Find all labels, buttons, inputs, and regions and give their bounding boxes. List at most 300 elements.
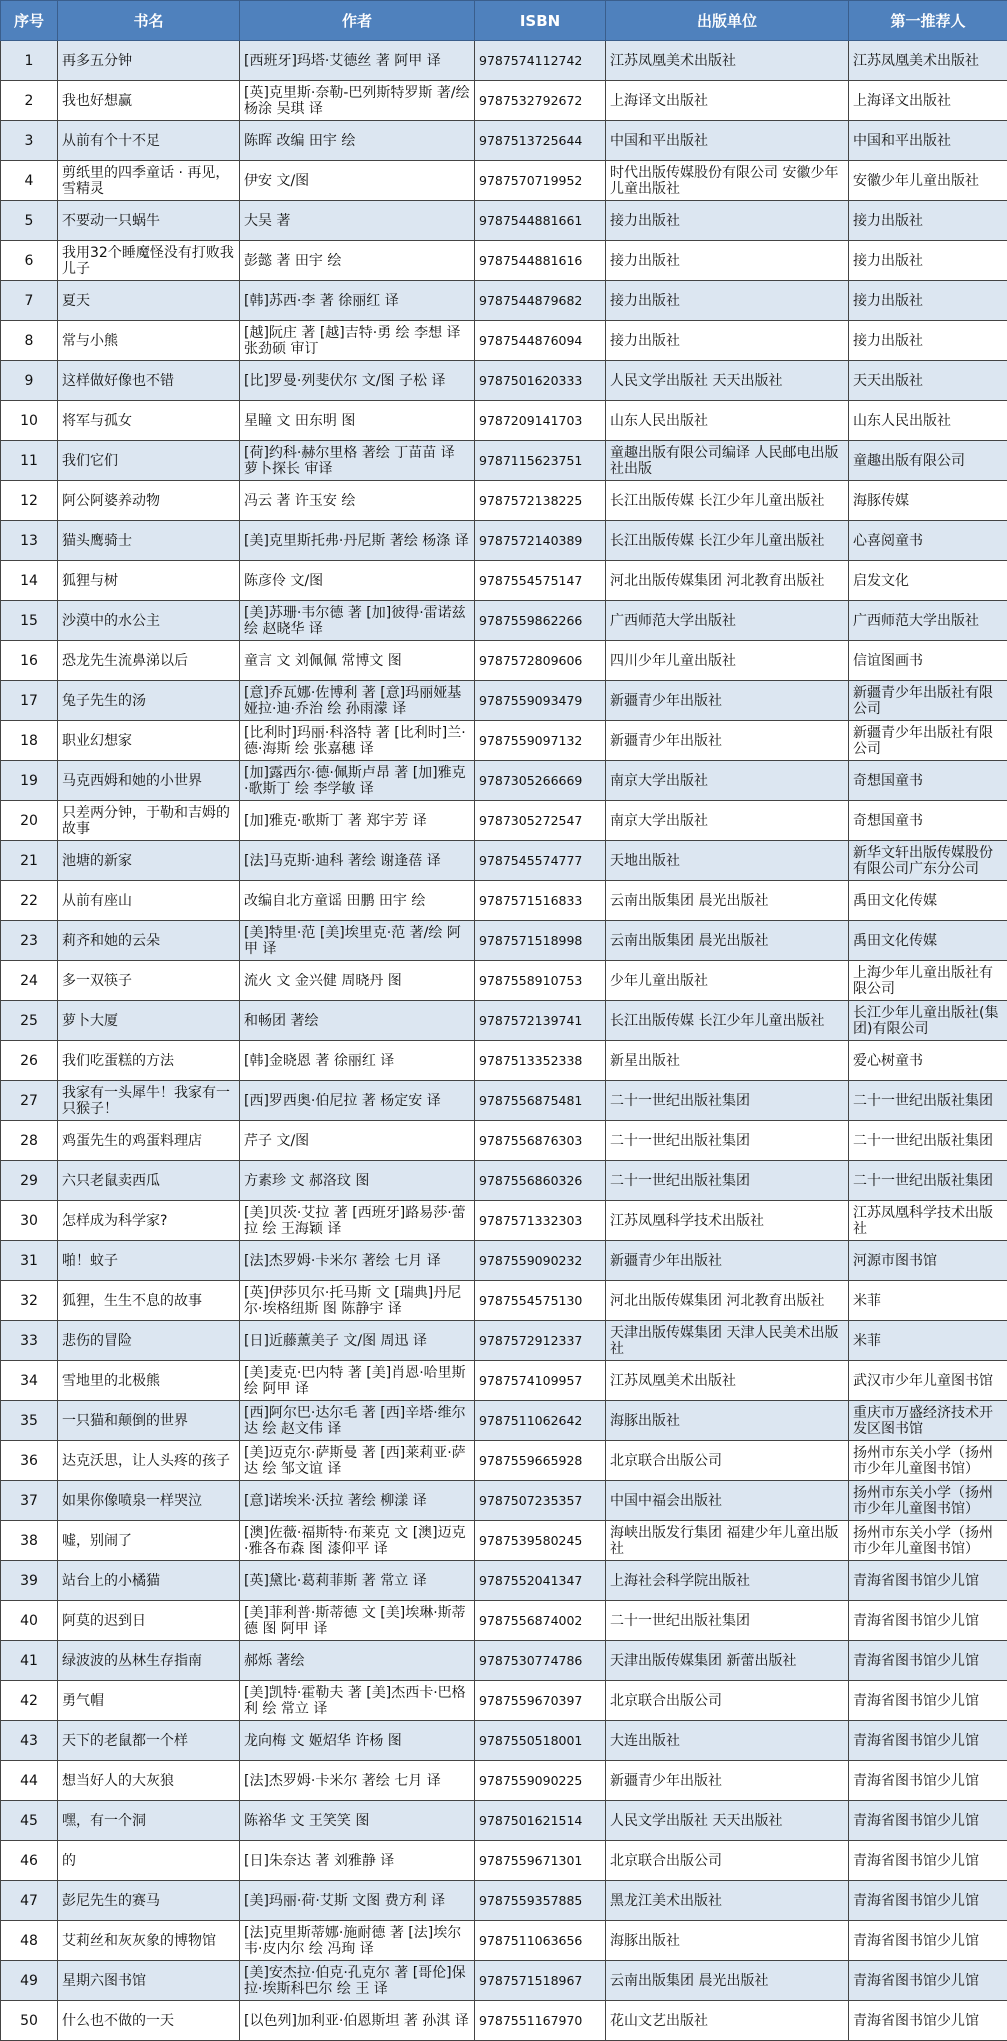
cell-title	[58, 481, 240, 521]
cell-isbn	[475, 1721, 606, 1761]
cell-index	[1, 521, 58, 561]
cell-isbn-text: 9787507235357	[479, 1492, 583, 1508]
cell-index	[1, 1441, 58, 1481]
cell-author	[240, 281, 475, 321]
cell-publisher-text: 二十一世纪出版社集团	[610, 1092, 750, 1109]
cell-isbn-text: 9787511062642	[479, 1412, 583, 1428]
cell-index-text: 32	[20, 1292, 38, 1309]
cell-title	[58, 1881, 240, 1921]
cell-isbn-text: 9787556875481	[479, 1092, 583, 1108]
cell-isbn-text: 9787556874002	[479, 1612, 583, 1628]
cell-publisher	[606, 1241, 849, 1281]
cell-recommender	[849, 81, 1007, 121]
cell-index	[1, 681, 58, 721]
cell-publisher-text: 时代出版传媒股份有限公司 安徽少年儿童出版社	[610, 164, 839, 197]
cell-author	[240, 121, 475, 161]
cell-title	[58, 2001, 240, 2041]
cell-recommender-text: 奇想国童书	[853, 812, 923, 829]
cell-index-text: 5	[24, 212, 34, 229]
cell-isbn-text: 9787513352338	[479, 1052, 583, 1068]
cell-isbn	[475, 1441, 606, 1481]
cell-title	[58, 1681, 240, 1721]
cell-isbn-text: 9787544881661	[479, 212, 583, 228]
cell-title-text: 星期六图书馆	[62, 1972, 146, 1989]
cell-publisher-text: 南京大学出版社	[610, 812, 708, 829]
cell-publisher	[606, 601, 849, 641]
cell-index-text: 25	[20, 1012, 38, 1029]
cell-publisher-text: 二十一世纪出版社集团	[610, 1612, 750, 1629]
cell-recommender	[849, 1721, 1007, 1761]
cell-recommender	[849, 1041, 1007, 1081]
cell-index-text: 27	[20, 1092, 38, 1109]
table-row	[1, 601, 1007, 641]
cell-author	[240, 161, 475, 201]
cell-title	[58, 1961, 240, 2001]
cell-author-text: [韩]金晓恩 著 徐丽红 译	[244, 1052, 395, 1069]
cell-index	[1, 1561, 58, 1601]
cell-author	[240, 361, 475, 401]
cell-publisher-text: 云南出版集团 晨光出版社	[610, 892, 769, 909]
table-row	[1, 1921, 1007, 1961]
table-row	[1, 1721, 1007, 1761]
cell-isbn	[475, 681, 606, 721]
table-row	[1, 881, 1007, 921]
cell-title	[58, 1401, 240, 1441]
cell-author	[240, 2001, 475, 2041]
cell-index	[1, 1641, 58, 1681]
cell-index	[1, 1881, 58, 1921]
cell-recommender	[849, 361, 1007, 401]
cell-author-text: [美]玛丽·荷·艾斯 文图 费方利 译	[244, 1892, 446, 1909]
cell-publisher	[606, 1001, 849, 1041]
cell-recommender-text: 江苏凤凰科学技术出版社	[853, 1204, 993, 1237]
cell-author	[240, 241, 475, 281]
cell-isbn	[475, 1281, 606, 1321]
cell-isbn-text: 9787552041347	[479, 1572, 583, 1588]
cell-author-text: [英]伊莎贝尔·托马斯 文 [瑞典]丹尼尔·埃格纽斯 图 陈静宇 译	[244, 1284, 462, 1317]
cell-index	[1, 161, 58, 201]
cell-index	[1, 1281, 58, 1321]
cell-recommender	[849, 1681, 1007, 1721]
cell-publisher	[606, 1641, 849, 1681]
table-row	[1, 1321, 1007, 1361]
cell-isbn	[475, 1041, 606, 1081]
cell-author	[240, 1441, 475, 1481]
cell-index-text: 18	[20, 732, 38, 749]
cell-publisher	[606, 801, 849, 841]
cell-title-text: 悲伤的冒险	[62, 1332, 132, 1349]
cell-author-text: 郝烁 著绘	[244, 1652, 305, 1669]
cell-publisher	[606, 521, 849, 561]
cell-publisher-text: 上海社会科学院出版社	[610, 1572, 750, 1589]
cell-recommender-text: 接力出版社	[853, 212, 923, 229]
cell-recommender	[849, 961, 1007, 1001]
cell-index	[1, 1041, 58, 1081]
table-row	[1, 1081, 1007, 1121]
cell-isbn-text: 9787559090232	[479, 1252, 583, 1268]
cell-author	[240, 1041, 475, 1081]
cell-author	[240, 1001, 475, 1041]
cell-publisher-text: 河北出版传媒集团 河北教育出版社	[610, 572, 825, 589]
cell-title-text: 猫头鹰骑士	[62, 532, 132, 549]
cell-index	[1, 1721, 58, 1761]
cell-recommender-text: 扬州市东关小学（扬州市少年儿童图书馆）	[853, 1524, 993, 1557]
cell-recommender-text: 新疆青少年出版社有限公司	[853, 684, 993, 717]
table-row	[1, 1561, 1007, 1601]
cell-publisher-text: 北京联合出版公司	[610, 1692, 722, 1709]
cell-index	[1, 561, 58, 601]
cell-title-text: 站台上的小橘猫	[62, 1572, 160, 1589]
cell-isbn	[475, 1161, 606, 1201]
cell-publisher	[606, 1721, 849, 1761]
cell-publisher-text: 中国中福会出版社	[610, 1492, 722, 1509]
cell-title-text: 我也好想赢	[62, 92, 132, 109]
table-row	[1, 41, 1007, 81]
cell-publisher-text: 新疆青少年出版社	[610, 1252, 722, 1269]
cell-title	[58, 41, 240, 81]
cell-recommender	[849, 801, 1007, 841]
table-row	[1, 1361, 1007, 1401]
cell-index-text: 24	[20, 972, 38, 989]
cell-publisher	[606, 1401, 849, 1441]
cell-author-text: 芹子 文/图	[244, 1132, 310, 1149]
cell-title-text: 剪纸里的四季童话 · 再见，雪精灵	[62, 164, 230, 197]
cell-isbn-text: 9787559670397	[479, 1692, 583, 1708]
cell-recommender-text: 中国和平出版社	[853, 132, 951, 149]
cell-index-text: 29	[20, 1172, 38, 1189]
cell-index	[1, 41, 58, 81]
cell-author	[240, 441, 475, 481]
cell-publisher-text: 河北出版传媒集团 河北教育出版社	[610, 1292, 825, 1309]
table-row	[1, 1641, 1007, 1681]
cell-author-text: [美]克里斯托弗·丹尼斯 著绘 杨涤 译	[244, 532, 469, 549]
cell-title	[58, 1041, 240, 1081]
cell-index	[1, 241, 58, 281]
cell-title-text: 一只猫和颠倒的世界	[62, 1412, 188, 1429]
cell-recommender-text: 长江少年儿童出版社(集团)有限公司	[853, 1004, 999, 1037]
cell-publisher-text: 北京联合出版公司	[610, 1452, 722, 1469]
cell-author	[240, 841, 475, 881]
cell-recommender	[849, 241, 1007, 281]
cell-author	[240, 601, 475, 641]
cell-title	[58, 521, 240, 561]
table-row	[1, 441, 1007, 481]
table-row	[1, 201, 1007, 241]
cell-title	[58, 201, 240, 241]
cell-index-text: 47	[20, 1892, 38, 1909]
cell-index	[1, 1361, 58, 1401]
table-row	[1, 561, 1007, 601]
cell-title-text: 鸡蛋先生的鸡蛋料理店	[62, 1132, 202, 1149]
cell-author	[240, 41, 475, 81]
cell-title	[58, 601, 240, 641]
cell-title-text: 的	[62, 1852, 76, 1869]
cell-author	[240, 1681, 475, 1721]
cell-publisher	[606, 161, 849, 201]
cell-author-text: [美]麦克·巴内特 著 [美]肖恩·哈里斯 绘 阿甲 译	[244, 1364, 466, 1397]
cell-index-text: 40	[20, 1612, 38, 1629]
cell-publisher	[606, 1961, 849, 2001]
cell-recommender	[849, 1321, 1007, 1361]
cell-title	[58, 961, 240, 1001]
cell-title	[58, 241, 240, 281]
cell-isbn-text: 9787571332303	[479, 1212, 583, 1228]
cell-isbn	[475, 801, 606, 841]
cell-author-text: [以色列]加利亚·伯恩斯坦 著 孙淇 译	[244, 2012, 469, 2029]
cell-publisher-text: 江苏凤凰美术出版社	[610, 52, 736, 69]
cell-isbn-text: 9787545574777	[479, 852, 583, 868]
cell-isbn-text: 9787511063656	[479, 1932, 583, 1948]
cell-author-text: [日]近藤薰美子 文/图 周迅 译	[244, 1332, 427, 1349]
cell-isbn	[475, 1361, 606, 1401]
cell-recommender-text: 青海省图书馆少儿馆	[853, 1772, 979, 1789]
table-row	[1, 761, 1007, 801]
cell-title	[58, 1601, 240, 1641]
cell-publisher	[606, 321, 849, 361]
cell-author-text: [荷]约科·赫尔里格 著绘 丁苗苗 译 萝卜探长 审译	[244, 444, 455, 477]
cell-recommender-text: 广西师范大学出版社	[853, 612, 979, 629]
cell-index-text: 42	[20, 1692, 38, 1709]
cell-isbn	[475, 1881, 606, 1921]
cell-recommender	[849, 1281, 1007, 1321]
cell-recommender-text: 禹田文化传媒	[853, 892, 937, 909]
cell-author	[240, 321, 475, 361]
cell-recommender-text: 二十一世纪出版社集团	[853, 1172, 993, 1189]
cell-author-text: [比]罗曼·列斐伏尔 文/图 子松 译	[244, 372, 446, 389]
cell-recommender	[849, 1161, 1007, 1201]
cell-recommender	[849, 161, 1007, 201]
cell-publisher-text: 天津出版传媒集团 天津人民美术出版社	[610, 1324, 839, 1357]
table-row	[1, 2001, 1007, 2041]
cell-author-text: [美]凯特·霍勒夫 著 [美]杰西卡·巴格利 绘 常立 译	[244, 1684, 466, 1717]
cell-index-text: 43	[20, 1732, 38, 1749]
cell-author	[240, 1761, 475, 1801]
cell-index	[1, 1921, 58, 1961]
cell-recommender-text: 青海省图书馆少儿馆	[853, 1932, 979, 1949]
cell-publisher	[606, 1761, 849, 1801]
cell-author-text: 陈裕华 文 王笑笑 图	[244, 1812, 370, 1829]
cell-title-text: 六只老鼠卖西瓜	[62, 1172, 160, 1189]
cell-title-text: 什么也不做的一天	[62, 2012, 174, 2029]
cell-author	[240, 1161, 475, 1201]
cell-index-text: 30	[20, 1212, 38, 1229]
cell-author	[240, 1121, 475, 1161]
cell-publisher	[606, 41, 849, 81]
cell-author	[240, 1241, 475, 1281]
cell-publisher-text: 长江出版传媒 长江少年儿童出版社	[610, 492, 825, 509]
cell-isbn-text: 9787530774786	[479, 1652, 583, 1668]
cell-index-text: 37	[20, 1492, 38, 1509]
cell-publisher	[606, 81, 849, 121]
cell-recommender-text: 山东人民出版社	[853, 412, 951, 429]
cell-recommender	[849, 721, 1007, 761]
cell-title-text: 阿莫的迟到日	[62, 1612, 146, 1629]
cell-recommender-text: 安徽少年儿童出版社	[853, 172, 979, 189]
cell-recommender	[849, 441, 1007, 481]
cell-publisher-text: 海豚出版社	[610, 1932, 680, 1949]
cell-isbn	[475, 81, 606, 121]
table-row	[1, 1801, 1007, 1841]
cell-recommender-text: 接力出版社	[853, 332, 923, 349]
cell-title-text: 将军与孤女	[62, 412, 132, 429]
cell-isbn	[475, 481, 606, 521]
cell-title-text: 达克沃思，让人头疼的孩子	[62, 1452, 230, 1469]
cell-isbn-text: 9787559090225	[479, 1772, 583, 1788]
cell-isbn	[475, 921, 606, 961]
cell-index-text: 35	[20, 1412, 38, 1429]
cell-isbn-text: 9787559671301	[479, 1852, 583, 1868]
table-row	[1, 1961, 1007, 2001]
cell-recommender-text: 新华文轩出版传媒股份有限公司广东分公司	[853, 844, 993, 877]
cell-title	[58, 1001, 240, 1041]
cell-index	[1, 841, 58, 881]
cell-index-text: 8	[24, 332, 34, 349]
cell-isbn	[475, 961, 606, 1001]
cell-isbn-text: 9787556860326	[479, 1172, 583, 1188]
cell-index	[1, 1321, 58, 1361]
cell-title-text: 马克西姆和她的小世界	[62, 772, 202, 789]
cell-title	[58, 1921, 240, 1961]
cell-author-text: 流火 文 金兴健 周晓丹 图	[244, 972, 402, 989]
cell-title	[58, 841, 240, 881]
cell-index-text: 4	[24, 172, 34, 189]
cell-recommender	[849, 1081, 1007, 1121]
cell-author	[240, 1841, 475, 1881]
cell-publisher	[606, 1521, 849, 1561]
cell-recommender-text: 新疆青少年出版社有限公司	[853, 724, 993, 757]
cell-recommender	[849, 601, 1007, 641]
cell-index-text: 36	[20, 1452, 38, 1469]
cell-author	[240, 1641, 475, 1681]
cell-author-text: 伊安 文/图	[244, 172, 310, 189]
cell-isbn-text: 9787571516833	[479, 892, 583, 908]
cell-index-text: 3	[24, 132, 34, 149]
cell-index-text: 41	[20, 1652, 38, 1669]
cell-title	[58, 561, 240, 601]
cell-isbn	[475, 1081, 606, 1121]
table-row	[1, 1441, 1007, 1481]
cell-recommender	[849, 641, 1007, 681]
cell-recommender	[849, 321, 1007, 361]
cell-recommender-text: 接力出版社	[853, 252, 923, 269]
cell-title-text: 我们它们	[62, 452, 118, 469]
cell-index	[1, 881, 58, 921]
cell-index-text: 19	[20, 772, 38, 789]
cell-isbn	[475, 561, 606, 601]
cell-author	[240, 1481, 475, 1521]
cell-index	[1, 1401, 58, 1441]
cell-title-text: 萝卜大厦	[62, 1012, 118, 1029]
cell-author	[240, 961, 475, 1001]
cell-isbn	[475, 401, 606, 441]
cell-index	[1, 1081, 58, 1121]
header-isbn: ISBN	[475, 1, 606, 41]
cell-publisher-text: 上海译文出版社	[610, 92, 708, 109]
cell-index-text: 7	[24, 292, 34, 309]
cell-index	[1, 401, 58, 441]
table-row	[1, 1841, 1007, 1881]
cell-isbn	[475, 161, 606, 201]
cell-recommender-text: 接力出版社	[853, 292, 923, 309]
cell-title-text: 嘘，别闹了	[62, 1532, 132, 1549]
cell-isbn	[475, 121, 606, 161]
cell-author-text: [法]杰罗姆·卡米尔 著绘 七月 译	[244, 1772, 441, 1789]
cell-publisher-text: 接力出版社	[610, 252, 680, 269]
cell-publisher-text: 云南出版集团 晨光出版社	[610, 932, 769, 949]
cell-index-text: 38	[20, 1532, 38, 1549]
table-row	[1, 1761, 1007, 1801]
cell-title-text: 恐龙先生流鼻涕以后	[62, 652, 188, 669]
cell-publisher	[606, 1481, 849, 1521]
cell-recommender	[849, 1401, 1007, 1441]
cell-title-text: 池塘的新家	[62, 852, 132, 869]
cell-isbn	[475, 1521, 606, 1561]
cell-author	[240, 561, 475, 601]
cell-author-text: [英]黛比·葛莉菲斯 著 常立 译	[244, 1572, 427, 1589]
cell-isbn	[475, 521, 606, 561]
cell-title-text: 想当好人的大灰狼	[62, 1772, 174, 1789]
cell-index-text: 44	[20, 1772, 38, 1789]
cell-author	[240, 521, 475, 561]
cell-recommender	[849, 1441, 1007, 1481]
cell-publisher-text: 江苏凤凰美术出版社	[610, 1372, 736, 1389]
table-row	[1, 1401, 1007, 1441]
cell-recommender-text: 扬州市东关小学（扬州市少年儿童图书馆）	[853, 1444, 993, 1477]
cell-publisher	[606, 401, 849, 441]
cell-author-text: [法]马克斯·迪科 著绘 谢逢蓓 译	[244, 852, 441, 869]
cell-title-text: 这样做好像也不错	[62, 372, 174, 389]
cell-isbn	[475, 1641, 606, 1681]
cell-publisher	[606, 841, 849, 881]
cell-author	[240, 1361, 475, 1401]
cell-isbn-text: 9787572138225	[479, 492, 583, 508]
cell-publisher-text: 接力出版社	[610, 332, 680, 349]
cell-isbn	[475, 1601, 606, 1641]
cell-author-text: 冯云 著 许玉安 绘	[244, 492, 356, 509]
table-row	[1, 1681, 1007, 1721]
cell-publisher	[606, 361, 849, 401]
cell-index-text: 50	[20, 2012, 38, 2029]
cell-index	[1, 281, 58, 321]
cell-isbn	[475, 1241, 606, 1281]
table-row	[1, 1481, 1007, 1521]
cell-recommender-text: 米菲	[853, 1292, 881, 1309]
cell-title-text: 艾莉丝和灰灰象的博物馆	[62, 1932, 216, 1949]
cell-recommender	[849, 921, 1007, 961]
table-row	[1, 521, 1007, 561]
cell-isbn-text: 9787572809606	[479, 652, 583, 668]
cell-recommender-text: 青海省图书馆少儿馆	[853, 1972, 979, 1989]
cell-isbn	[475, 441, 606, 481]
cell-isbn	[475, 321, 606, 361]
cell-isbn	[475, 1801, 606, 1841]
cell-publisher	[606, 1361, 849, 1401]
cell-author	[240, 921, 475, 961]
cell-index-text: 17	[20, 692, 38, 709]
cell-title-text: 嘿，有一个洞	[62, 1812, 146, 1829]
cell-author-text: 和畅团 著绘	[244, 1012, 319, 1029]
cell-title-text: 我家有一头犀牛！我家有一只猴子！	[62, 1084, 230, 1117]
table-row	[1, 801, 1007, 841]
table-row	[1, 1161, 1007, 1201]
cell-isbn-text: 9787305272547	[479, 812, 583, 828]
cell-isbn	[475, 241, 606, 281]
cell-recommender	[849, 1921, 1007, 1961]
cell-isbn	[475, 1761, 606, 1801]
cell-recommender	[849, 1561, 1007, 1601]
cell-isbn	[475, 361, 606, 401]
cell-title-text: 多一双筷子	[62, 972, 132, 989]
